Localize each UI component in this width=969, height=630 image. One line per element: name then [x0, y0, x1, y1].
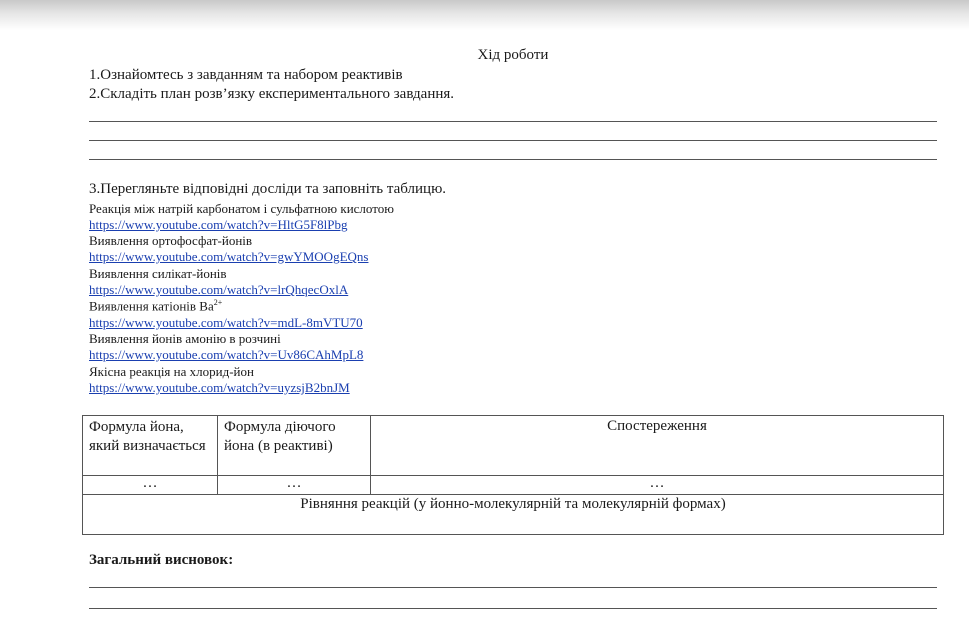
- experiment-link[interactable]: https://www.youtube.com/watch?v=mdL-8mVTU70: [89, 315, 363, 330]
- table-cell-placeholder: …: [218, 476, 371, 495]
- experiment-link[interactable]: https://www.youtube.com/watch?v=lrQhqecOxlA: [89, 282, 349, 297]
- experiment-link[interactable]: https://www.youtube.com/watch?v=Uv86CAhMpL8: [89, 347, 364, 362]
- page-top-shadow: [0, 0, 969, 30]
- observation-table: [82, 415, 944, 535]
- col-header-observations: Спостереження: [371, 416, 944, 476]
- conclusion-line: [89, 587, 937, 588]
- step-1: 1.Ознайомтесь з завданням та набором реактивів: [89, 67, 403, 83]
- answer-line: [89, 140, 937, 141]
- table-cell-placeholder: …: [371, 476, 944, 495]
- experiment-title: [89, 298, 222, 314]
- col-header-ion-formula: Формула йона, який визначається: [83, 416, 218, 476]
- experiment-title: Реакція між натрій карбонатом і сульфатною кислотою: [89, 201, 394, 216]
- charge-superscript: 2+: [213, 298, 223, 307]
- experiment-link[interactable]: https://www.youtube.com/watch?v=uyzsjB2bnJM: [89, 380, 350, 395]
- col-header-reagent-ion: Формула діючого йона (в реактиві): [218, 416, 371, 476]
- experiment-title: Виявлення йонів амонію в розчині: [89, 331, 281, 346]
- table-cell-placeholder: …: [83, 476, 218, 495]
- equations-header: Рівняння реакцій (у йонно-молекулярній та молекулярній формах): [83, 495, 944, 535]
- answer-line: [89, 159, 937, 160]
- conclusion-line: [89, 608, 937, 609]
- experiment-link[interactable]: https://www.youtube.com/watch?v=HltG5F8lPbg: [89, 217, 348, 232]
- experiment-title-text: Виявлення катіонів Ba: [89, 298, 214, 314]
- page-heading: Хід роботи: [477, 47, 549, 63]
- step-3: 3.Перегляньте відповідні досліди та заповніть таблицю.: [89, 181, 447, 197]
- experiment-link[interactable]: https://www.youtube.com/watch?v=gwYMOOgEQns: [89, 249, 369, 264]
- step-2: 2.Складіть план розв’язку експериментального завдання.: [89, 86, 455, 102]
- experiment-title: Виявлення ортофосфат-йонів: [89, 233, 253, 248]
- experiment-title: Виявлення силікат-йонів: [89, 266, 227, 281]
- conclusion-label: Загальний висновок:: [89, 552, 234, 568]
- experiment-title: Якісна реакція на хлорид-йон: [89, 364, 254, 379]
- answer-line: [89, 121, 937, 122]
